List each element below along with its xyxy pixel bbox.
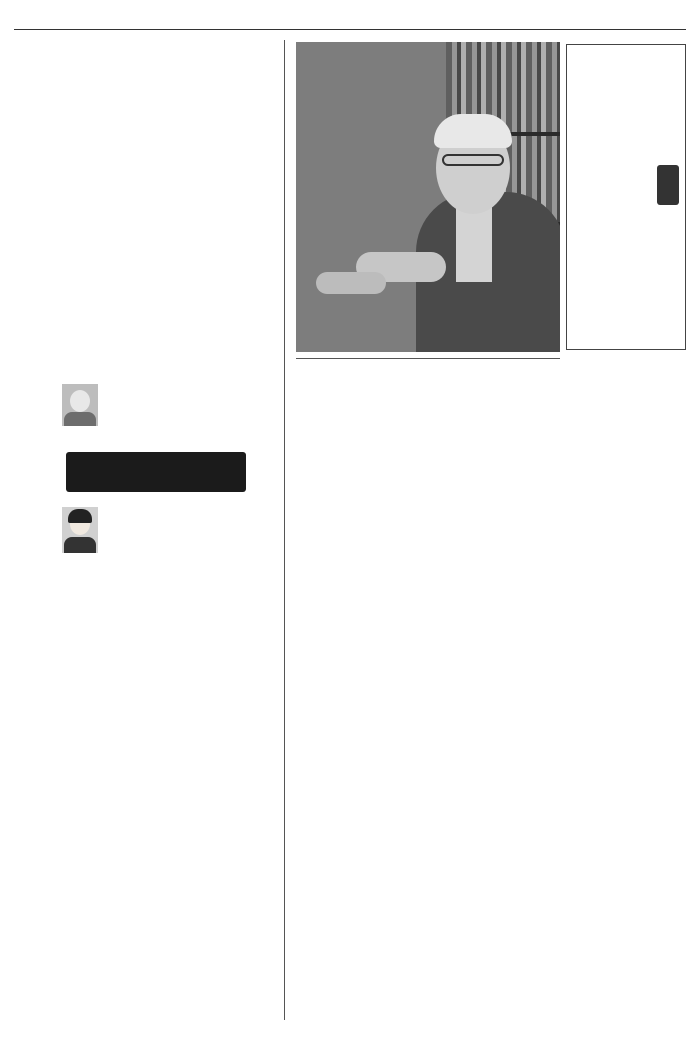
page-header bbox=[0, 0, 700, 32]
masthead bbox=[566, 44, 686, 350]
header-left bbox=[14, 10, 22, 23]
author-photo-yasuda bbox=[62, 384, 98, 426]
photo-rule bbox=[296, 358, 560, 359]
poems-bottom bbox=[36, 575, 268, 935]
author-photo-edo bbox=[62, 507, 98, 553]
interview-article-right bbox=[566, 500, 684, 686]
column2-byline bbox=[50, 505, 270, 575]
issue-badge bbox=[657, 165, 679, 205]
masthead-info bbox=[566, 356, 686, 496]
interview-article-lower bbox=[296, 690, 684, 1024]
header-rule bbox=[14, 29, 686, 30]
interview-photo bbox=[296, 42, 560, 352]
column-divider bbox=[284, 40, 285, 1020]
author-bios bbox=[40, 940, 276, 946]
column1-byline bbox=[50, 380, 270, 440]
feature-banner bbox=[66, 452, 246, 492]
poems-top bbox=[36, 62, 268, 352]
